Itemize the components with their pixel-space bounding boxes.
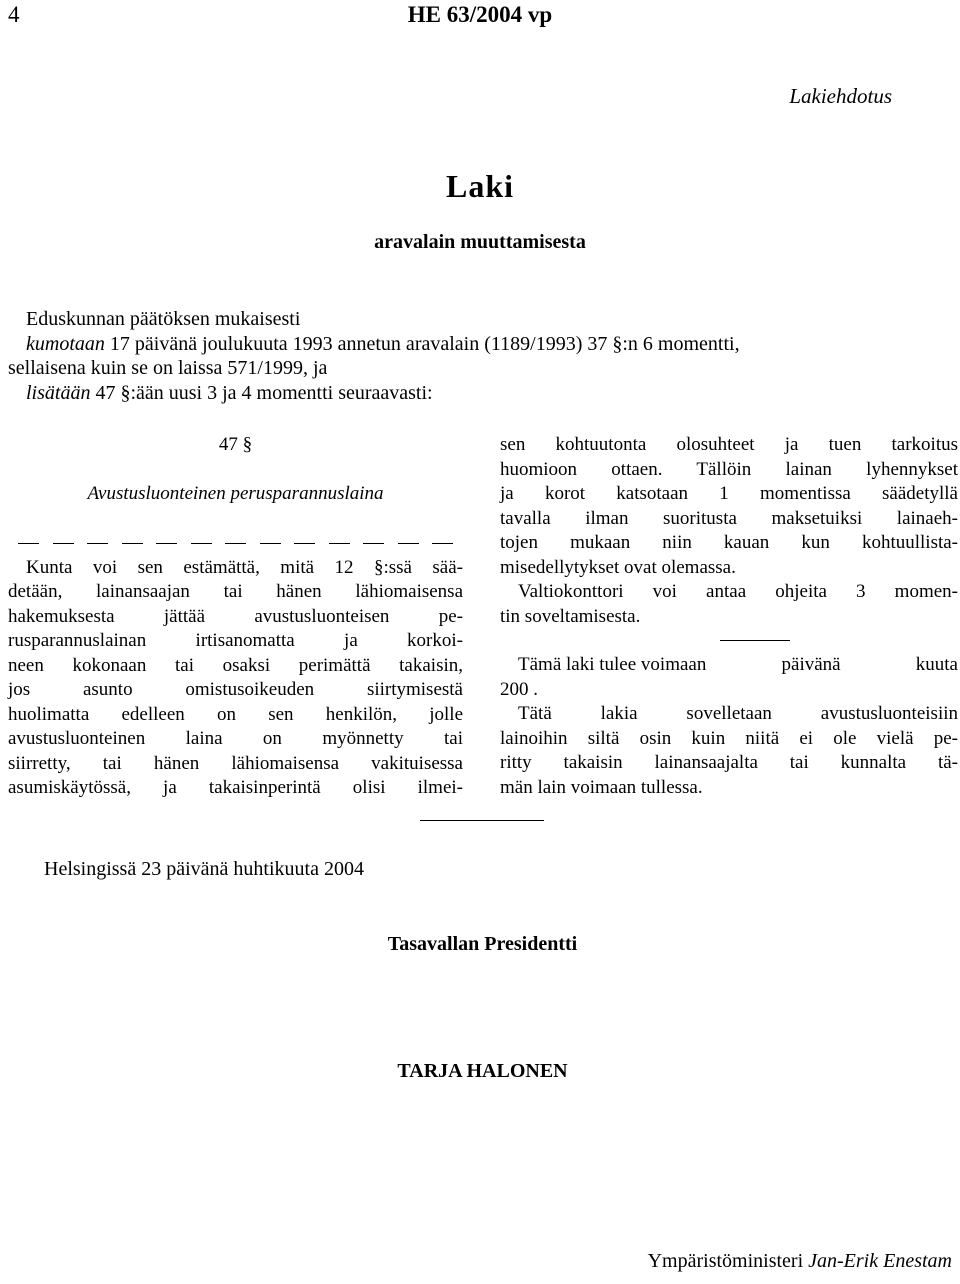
body-line: tavalla ilman suoritusta maksetuiksi lainaeh- [500,507,958,529]
minister-title: Ympäristöministeri [647,1250,804,1272]
add-line [8,381,952,406]
effective-part-2: päivänä [781,654,841,675]
section-left-body [8,556,463,801]
body-line: Valtiokonttori voi antaa ohjeita 3 momen- [518,581,958,602]
page-number: 4 [8,2,20,27]
body-line: jos asunto omistusoikeuden siirtymisestä [8,679,463,700]
entry-into-force-line [500,653,958,678]
enacting-clause [8,307,952,405]
body-line: sen kohtuutonta olosuhteet ja tuen tarkoitus [500,434,958,455]
body-line: asumiskäytössä, ja takaisinperintä olisi ilmei- [8,777,463,798]
document-id: HE 63/2004 vp [407,2,553,27]
president-name: TARJA HALONEN [397,1060,568,1082]
place-and-date: Helsingissä 23 päivänä huhtikuuta 2004 [44,858,364,880]
body-line: Tätä lakia sovelletaan avustusluonteisiin [518,703,958,724]
body-line: tin soveltamisesta. [500,605,641,627]
repeal-text-2: sellaisena kuin se on laissa 571/1999, ja [8,357,328,379]
section-end-rule [720,640,790,641]
law-title: Laki [445,168,515,204]
body-line: rusparannuslainan irtisanomatta ja korkoi- [8,630,463,651]
minister-signature [648,1250,952,1273]
body-line: män lain voimaan tullessa. [500,776,703,798]
president-title: Tasavallan Presidentti [387,933,578,955]
omitted-text-dashes [8,531,463,556]
enacting-line: Eduskunnan päätöksen mukaisesti [26,308,301,330]
effective-part-1: Tämä laki tulee voimaan [518,654,707,675]
minister-name: Jan-Erik Enestam [808,1250,952,1272]
body-line: hakemuksesta jättää avustusluonteisen pe- [8,605,463,627]
body-line: ritty takaisin lainansaajalta tai kunnalta tä- [500,752,958,773]
end-of-text-rule [420,820,544,821]
doc-type: Lakiehdotus [789,84,892,108]
section-right-body [500,433,958,580]
body-line: lainoihin siltä osin kuin niitä ei ole vielä pe- [500,727,958,749]
body-line: neen kokonaan tai osaksi perimättä takaisin, [8,654,463,676]
effective-part-3: kuuta [915,654,958,675]
section-name: Avustusluonteinen perusparannuslaina [87,483,384,504]
body-line: huolimatta edelleen on sen henkilön, jolle [8,703,463,725]
section-number: 47 § [218,434,253,455]
effective-year: 200 . [500,678,538,700]
repeal-text-1: 17 päivänä joulukuuta 1993 annetun aravalain (1189/1993) 37 §:n 6 momentti, [104,332,740,355]
right-column [500,433,958,800]
application-paragraph [500,702,958,800]
body-line: huomioon ottaen. Tällöin lainan lyhennykset [500,458,958,480]
body-line: tojen mukaan niin kauan kun kohtuullista- [500,532,958,553]
left-column [8,433,463,801]
add-text: 47 §:ään uusi 3 ja 4 momentti seuraavasti: [90,381,433,404]
add-verb: lisätään [26,381,91,404]
body-line: ja korot katsotaan 1 momentissa säädetyllä [500,483,958,504]
repeal-verb: kumotaan [26,332,105,355]
repeal-line [8,332,952,357]
body-line: Kunta voi sen estämättä, mitä 12 §:ssä sää- [26,556,463,578]
law-subtitle: aravalain muuttamisesta [374,231,586,253]
body-line: avustusluonteinen laina on myönnetty tai [8,728,463,749]
guidance-paragraph [500,580,958,629]
body-line: siirretty, tai hänen lähiomaisensa vakituisessa [8,752,463,774]
body-line: detään, lainansaajan tai hänen lähiomaisensa [8,581,463,602]
body-line: misedellytykset ovat olemassa. [500,556,736,578]
